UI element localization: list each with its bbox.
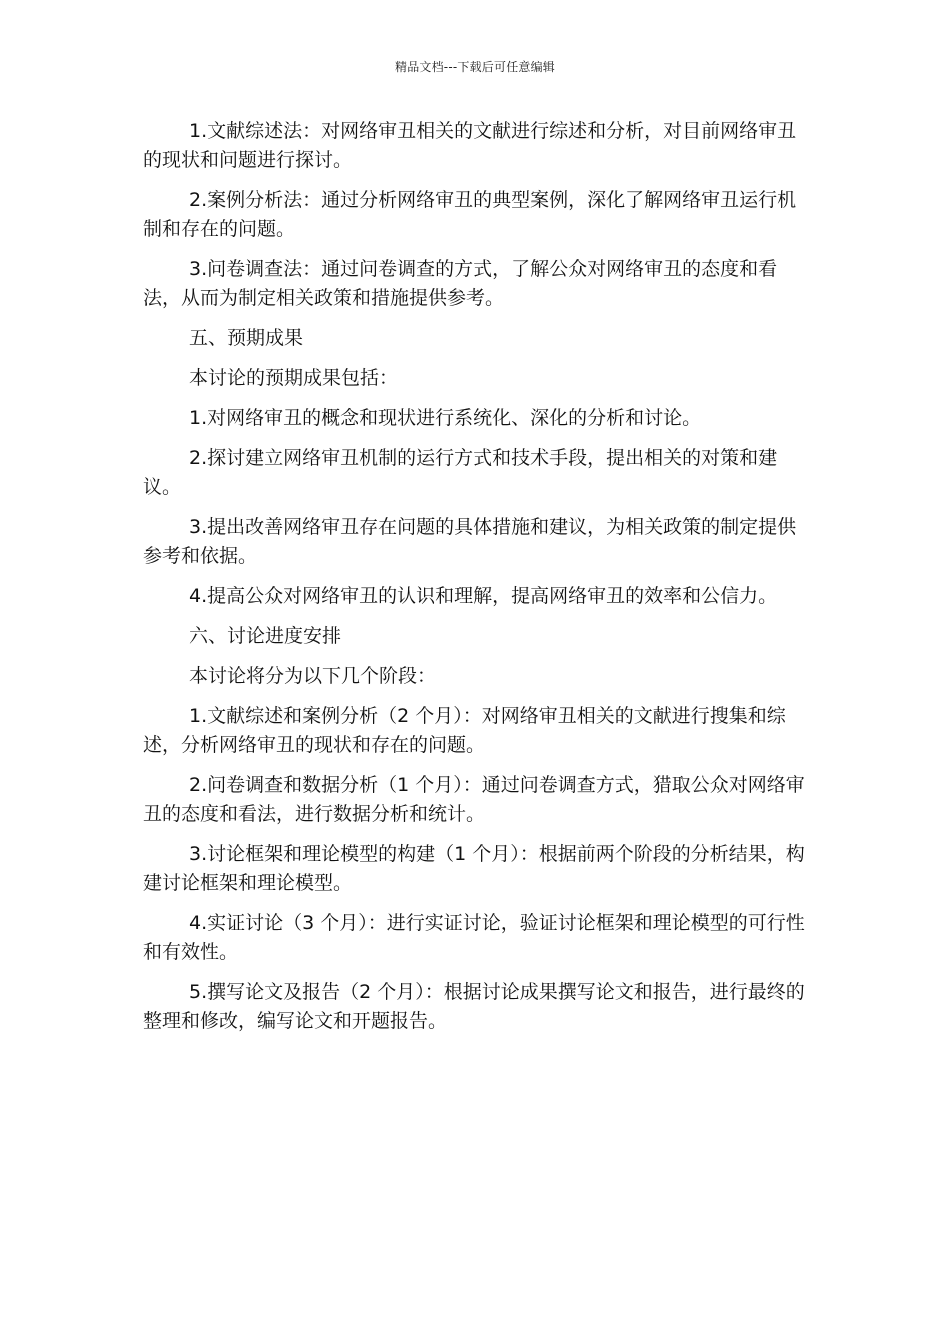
schedule-stage: 2.问卷调查和数据分析（1 个月）：通过问卷调查方式，猎取公众对网络审丑的态度和看法，进行数据分析和统计。 — [143, 774, 805, 825]
document-body — [143, 117, 811, 1047]
schedule-intro: 本讨论将分为以下几个阶段： — [189, 665, 437, 687]
schedule-stage: 3.讨论框架和理论模型的构建（1 个月）：根据前两个阶段的分析结果，构建讨论框架和理论模型。 — [143, 843, 805, 894]
method-case-analysis: 2.案例分析法：通过分析网络审丑的典型案例，深化了解网络审丑运行机制和存在的问题。 — [143, 189, 797, 240]
expected-result-item: 2.探讨建立网络审丑机制的运行方式和技术手段，提出相关的对策和建议。 — [143, 447, 778, 498]
method-literature-review: 1.文献综述法：对网络审丑相关的文献进行综述和分析，对目前网络审丑的现状和问题进行探讨。 — [143, 120, 797, 171]
page-header: 精品文档---下载后可任意编辑 — [395, 60, 555, 74]
method-questionnaire: 3.问卷调查法：通过问卷调查的方式，了解公众对网络审丑的态度和看法，从而为制定相关政策和措施提供参考。 — [143, 258, 778, 309]
expected-result-item: 3.提出改善网络审丑存在问题的具体措施和建议，为相关政策的制定提供参考和依据。 — [143, 516, 797, 567]
schedule-stage: 5.撰写论文及报告（2 个月）：根据讨论成果撰写论文和报告，进行最终的整理和修改，编写论文和开题报告。 — [143, 981, 805, 1032]
schedule-stage: 1.文献综述和案例分析（2 个月）：对网络审丑相关的文献进行搜集和综述，分析网络审丑的现状和存在的问题。 — [143, 705, 786, 756]
expected-results-intro: 本讨论的预期成果包括： — [189, 367, 399, 389]
expected-result-item: 4.提高公众对网络审丑的认识和理解，提高网络审丑的效率和公信力。 — [189, 585, 778, 607]
section-heading-expected-results: 五、预期成果 — [189, 327, 304, 349]
expected-result-item: 1.对网络审丑的概念和现状进行系统化、深化的分析和讨论。 — [189, 407, 702, 429]
section-heading-schedule: 六、讨论进度安排 — [189, 625, 342, 647]
schedule-stage: 4.实证讨论（3 个月）：进行实证讨论，验证讨论框架和理论模型的可行性和有效性。 — [143, 912, 805, 963]
